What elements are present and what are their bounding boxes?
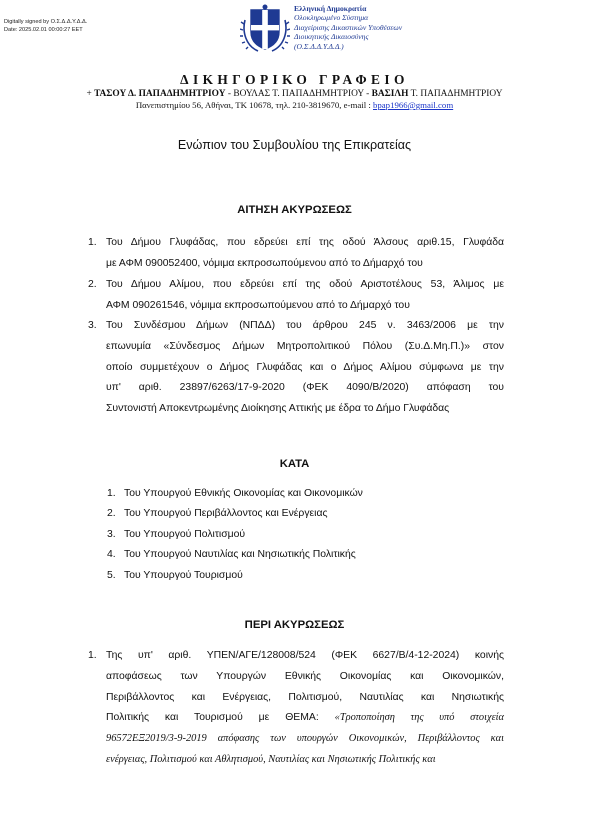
item-line: Του Δήμου Γλυφάδας, που εδρεύει επί της οδού Άλσους αριθ.15, Γλυφάδα bbox=[106, 237, 504, 248]
list-item: Του Υπουργού Περιβάλλοντος και Ενέργειας bbox=[124, 508, 328, 519]
greek-emblem-icon bbox=[240, 2, 290, 54]
logo-text bbox=[294, 4, 402, 51]
item-line: ενέργειας, Πολιτισμού και Αθλητισμού, Ναυτιλίας και Νησιωτικής Πολιτικής και bbox=[106, 753, 436, 765]
lawyer-name: ΒΑΣΙΛΗ bbox=[371, 89, 409, 99]
logo-line: Ολοκληρωμένο Σύστημα bbox=[294, 13, 369, 23]
item-text: Πολιτικής και Τουρισμού με ΘΕΜΑ: bbox=[106, 712, 335, 724]
logo-line: Ελληνική Δημοκρατία bbox=[294, 4, 367, 13]
list-item bbox=[106, 646, 504, 771]
item-line: οποίο συμμετέχουν ο Δήμος Γλυφάδας και ο Δήμος Αλίμου σύμφωνα με την bbox=[106, 361, 504, 373]
application-title: ΑΙΤΗΣΗ ΑΚΥΡΩΣΕΩΣ bbox=[237, 204, 352, 216]
item-line: 96572ΕΞ2019/3-9-2019 απόφασης των υπουργών Οικονομικών, Περιβάλλοντος και bbox=[106, 733, 504, 745]
logo-line: Διοικητικής Δικαιοσύνης bbox=[294, 32, 369, 42]
list-number: 5. bbox=[107, 570, 116, 581]
item-line: επωνυμία «Σύνδεσμος Δήμων Μητροπολιτικού Πόλου (Συ.Δ.Μη.Π.)» στον bbox=[106, 340, 504, 352]
item-line: Περιβάλλοντος και Ενέργειας, Πολιτισμού, Ναυτιλίας και Νησιωτικής bbox=[106, 691, 504, 703]
list-item: Του Υπουργού Τουρισμού bbox=[124, 570, 243, 581]
logo-line: (Ο.Σ.Δ.Δ.Υ.Δ.Δ.) bbox=[294, 41, 344, 51]
court-heading: Ενώπιον του Συμβουλίου της Επικρατείας bbox=[177, 138, 412, 152]
lawyer-name: ΒΟΥΛΑΣ Τ. ΠΑΠΑΔΗΜΗΤΡΙΟΥ bbox=[233, 89, 364, 99]
list-number: 1. bbox=[107, 488, 116, 499]
list-item bbox=[106, 275, 504, 317]
quoted-subject: «Τροποποίηση της υπό στοιχεία bbox=[334, 712, 505, 724]
signature-signer: Digitally signed by Ο.Σ.Δ.Δ.Υ.Δ.Δ. bbox=[4, 19, 88, 25]
address-text: Πανεπιστημίου 56, Αθήναι, ΤΚ 10678, τηλ. 210-3819670, e-mail : bbox=[135, 100, 373, 110]
item-line: Του Δήμου Αλίμου, που εδρεύει επί της οδού Αριστοτέλους 53, Άλιμος με bbox=[106, 279, 504, 290]
list-item: Του Υπουργού Ναυτιλίας και Νησιωτικής Πολιτικής bbox=[124, 549, 356, 560]
list-number: 1. bbox=[88, 237, 97, 248]
list-number: 2. bbox=[107, 508, 116, 519]
list-number: 1. bbox=[88, 650, 97, 661]
email-link[interactable]: bpap1966@gmail.com bbox=[372, 100, 454, 110]
list-item: Του Υπουργού Εθνικής Οικονομίας και Οικονομικών bbox=[124, 488, 363, 499]
item-line: υπ' αριθ. 23897/6263/17-9-2020 (ΦΕΚ 4090/Β/2020) απόφαση του bbox=[106, 382, 504, 394]
lawyer-name-rest: Τ. ΠΑΠΑΔΗΜΗΤΡΙΟΥ bbox=[408, 89, 503, 99]
lawyer-name: ΤΑΣΟΥ Δ. ΠΑΠΑΔΗΜΗΤΡΙΟΥ bbox=[94, 89, 226, 99]
osddydd-logo bbox=[240, 2, 450, 54]
list-number: 4. bbox=[107, 549, 116, 560]
digital-signature bbox=[4, 18, 87, 34]
item-line: Της υπ' αριθ. ΥΠΕΝ/ΑΓΕ/128008/524 (ΦΕΚ 6627/Β/4-12-2024) κοινής bbox=[106, 650, 504, 661]
office-title: ΔΙΚΗΓΟΡΙΚΟ ΓΡΑΦΕΙΟ bbox=[180, 72, 409, 87]
against-title: ΚΑΤΑ bbox=[279, 458, 310, 470]
signature-date: Date: 2025.02.01 00:00:27 EET bbox=[4, 27, 83, 33]
item-line: Του Συνδέσμου Δήμων (ΝΠΔΔ) του άρθρου 245 ν. 3463/2006 με την bbox=[106, 320, 504, 331]
item-line: με ΑΦΜ 090052400, νόμιμα εκπροσωπούμενου από το Δήμαρχό του bbox=[106, 257, 423, 269]
list-item bbox=[106, 316, 504, 420]
list-number: 2. bbox=[88, 279, 97, 290]
separator: - bbox=[363, 89, 372, 99]
list-item: Του Υπουργού Πολιτισμού bbox=[124, 529, 246, 540]
list-item bbox=[106, 233, 504, 275]
item-line: Συντονιστή Αποκεντρωμένης Διοίκησης Αττικής με έδρα το Δήμο Γλυφάδας bbox=[106, 403, 450, 415]
item-line bbox=[106, 708, 504, 729]
item-line: ΑΦΜ 090261546, νόμιμα εκπροσωπούμενου από το Δήμαρχό του bbox=[106, 299, 410, 311]
annulment-title: ΠΕΡΙ ΑΚΥΡΩΣΕΩΣ bbox=[244, 619, 345, 631]
lawyers-prefix: + bbox=[86, 89, 95, 99]
address-line bbox=[0, 100, 589, 110]
list-number: 3. bbox=[107, 529, 116, 540]
separator: - bbox=[225, 89, 234, 99]
list-number: 3. bbox=[88, 320, 97, 331]
lawyers-line bbox=[0, 89, 589, 99]
item-line: αποφάσεως των Υπουργών Εθνικής Οικονομίας και Οικονομικών, bbox=[106, 670, 504, 682]
logo-line: Διαχείρισης Δικαστικών Υποθέσεων bbox=[294, 22, 403, 32]
